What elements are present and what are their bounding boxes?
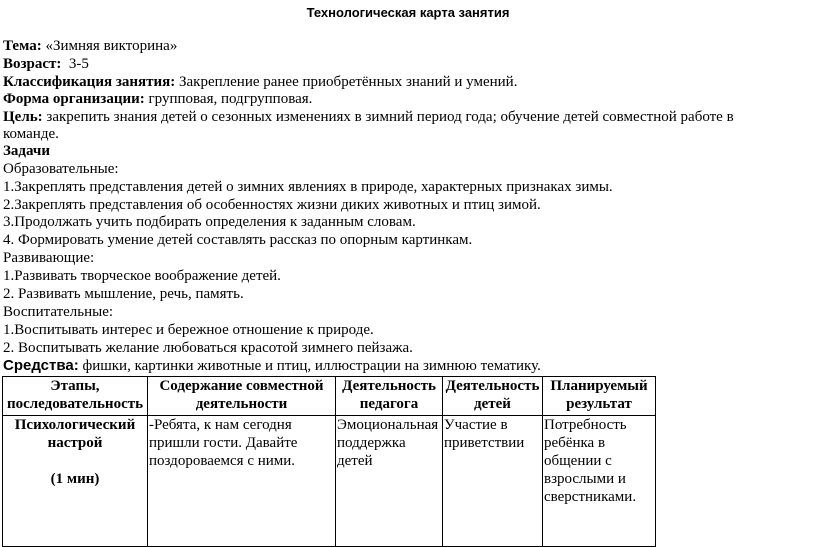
age-value: 3-5	[61, 56, 89, 72]
developing-item: 1.Развивать творческое воображение детей.	[3, 268, 281, 284]
column-header-result: Планируемый результат	[543, 377, 656, 416]
educational-item: 2.Закреплять представления об особенностях жизни диких животных и птиц зимой.	[3, 197, 541, 213]
teacher-activity-cell: Эмоциональная поддержка детей	[336, 416, 443, 547]
tasks-heading: Задачи	[3, 143, 51, 159]
stage-cell: Психологический настрой (1 мин)	[3, 416, 148, 547]
upbringing-item: 1.Воспитывать интерес и бережное отношение к природе.	[3, 322, 374, 338]
educational-item: 1.Закреплять представления детей о зимних явлениях в природе, характерных признаках зимы.	[3, 179, 613, 195]
column-header-stages: Этапы, последовательность	[3, 377, 148, 416]
form-line	[3, 91, 312, 108]
age-label: Возраст:	[3, 56, 62, 72]
theme-value: «Зимняя викторина»	[41, 38, 178, 54]
document-title: Технологическая карта занятия	[306, 5, 510, 20]
goal-line	[3, 109, 734, 126]
upbringing-item: 2. Воспитывать желание любоваться красотой зимнего пейзажа.	[3, 340, 413, 356]
column-header-children: Деятельность детей	[443, 377, 543, 416]
lesson-plan-table	[2, 376, 656, 547]
means-line	[3, 357, 541, 375]
means-value: фишки, картинки животные и птиц, иллюстрации на зимнюю тематику.	[78, 358, 541, 374]
children-activity-cell: Участие в приветствии	[443, 416, 543, 547]
form-value: групповая, подгрупповая.	[144, 91, 313, 107]
educational-item: 3.Продолжать учить подбирать определения к заданным словам.	[3, 214, 416, 230]
content-cell: -Ребята, к нам сегодня пришли гости. Давайте поздороваемся с ними.	[148, 416, 336, 547]
goal-value: закрепить знания детей о сезонных изменениях в зимний период года; обучение детей совместной работе в	[42, 109, 734, 125]
table-row	[3, 416, 656, 547]
classification-value: Закрепление ранее приобретённых знаний и умений.	[175, 74, 518, 90]
upbringing-heading: Воспитательные:	[3, 304, 114, 320]
educational-heading: Образовательные:	[3, 161, 119, 177]
age-line	[3, 56, 89, 73]
planned-result-cell: Потребность ребёнка в общении с взрослыми и сверстниками.	[543, 416, 656, 547]
goal-label: Цель:	[3, 109, 43, 125]
table-header-row	[3, 377, 656, 416]
form-label: Форма организации:	[3, 91, 145, 107]
theme-line	[3, 38, 177, 55]
column-header-teacher: Деятельность педагога	[336, 377, 443, 416]
classification-line	[3, 74, 517, 91]
goal-line-continued: команде.	[3, 126, 59, 142]
developing-item: 2. Развивать мышление, речь, память.	[3, 286, 244, 302]
educational-item: 4. Формировать умение детей составлять рассказ по опорным картинкам.	[3, 232, 473, 248]
theme-label: Тема:	[3, 38, 42, 54]
means-label: Средства:	[3, 357, 79, 374]
developing-heading: Развивающие:	[3, 250, 95, 266]
column-header-content: Содержание совместной деятельности	[148, 377, 336, 416]
classification-label: Классификация занятия:	[3, 74, 176, 90]
